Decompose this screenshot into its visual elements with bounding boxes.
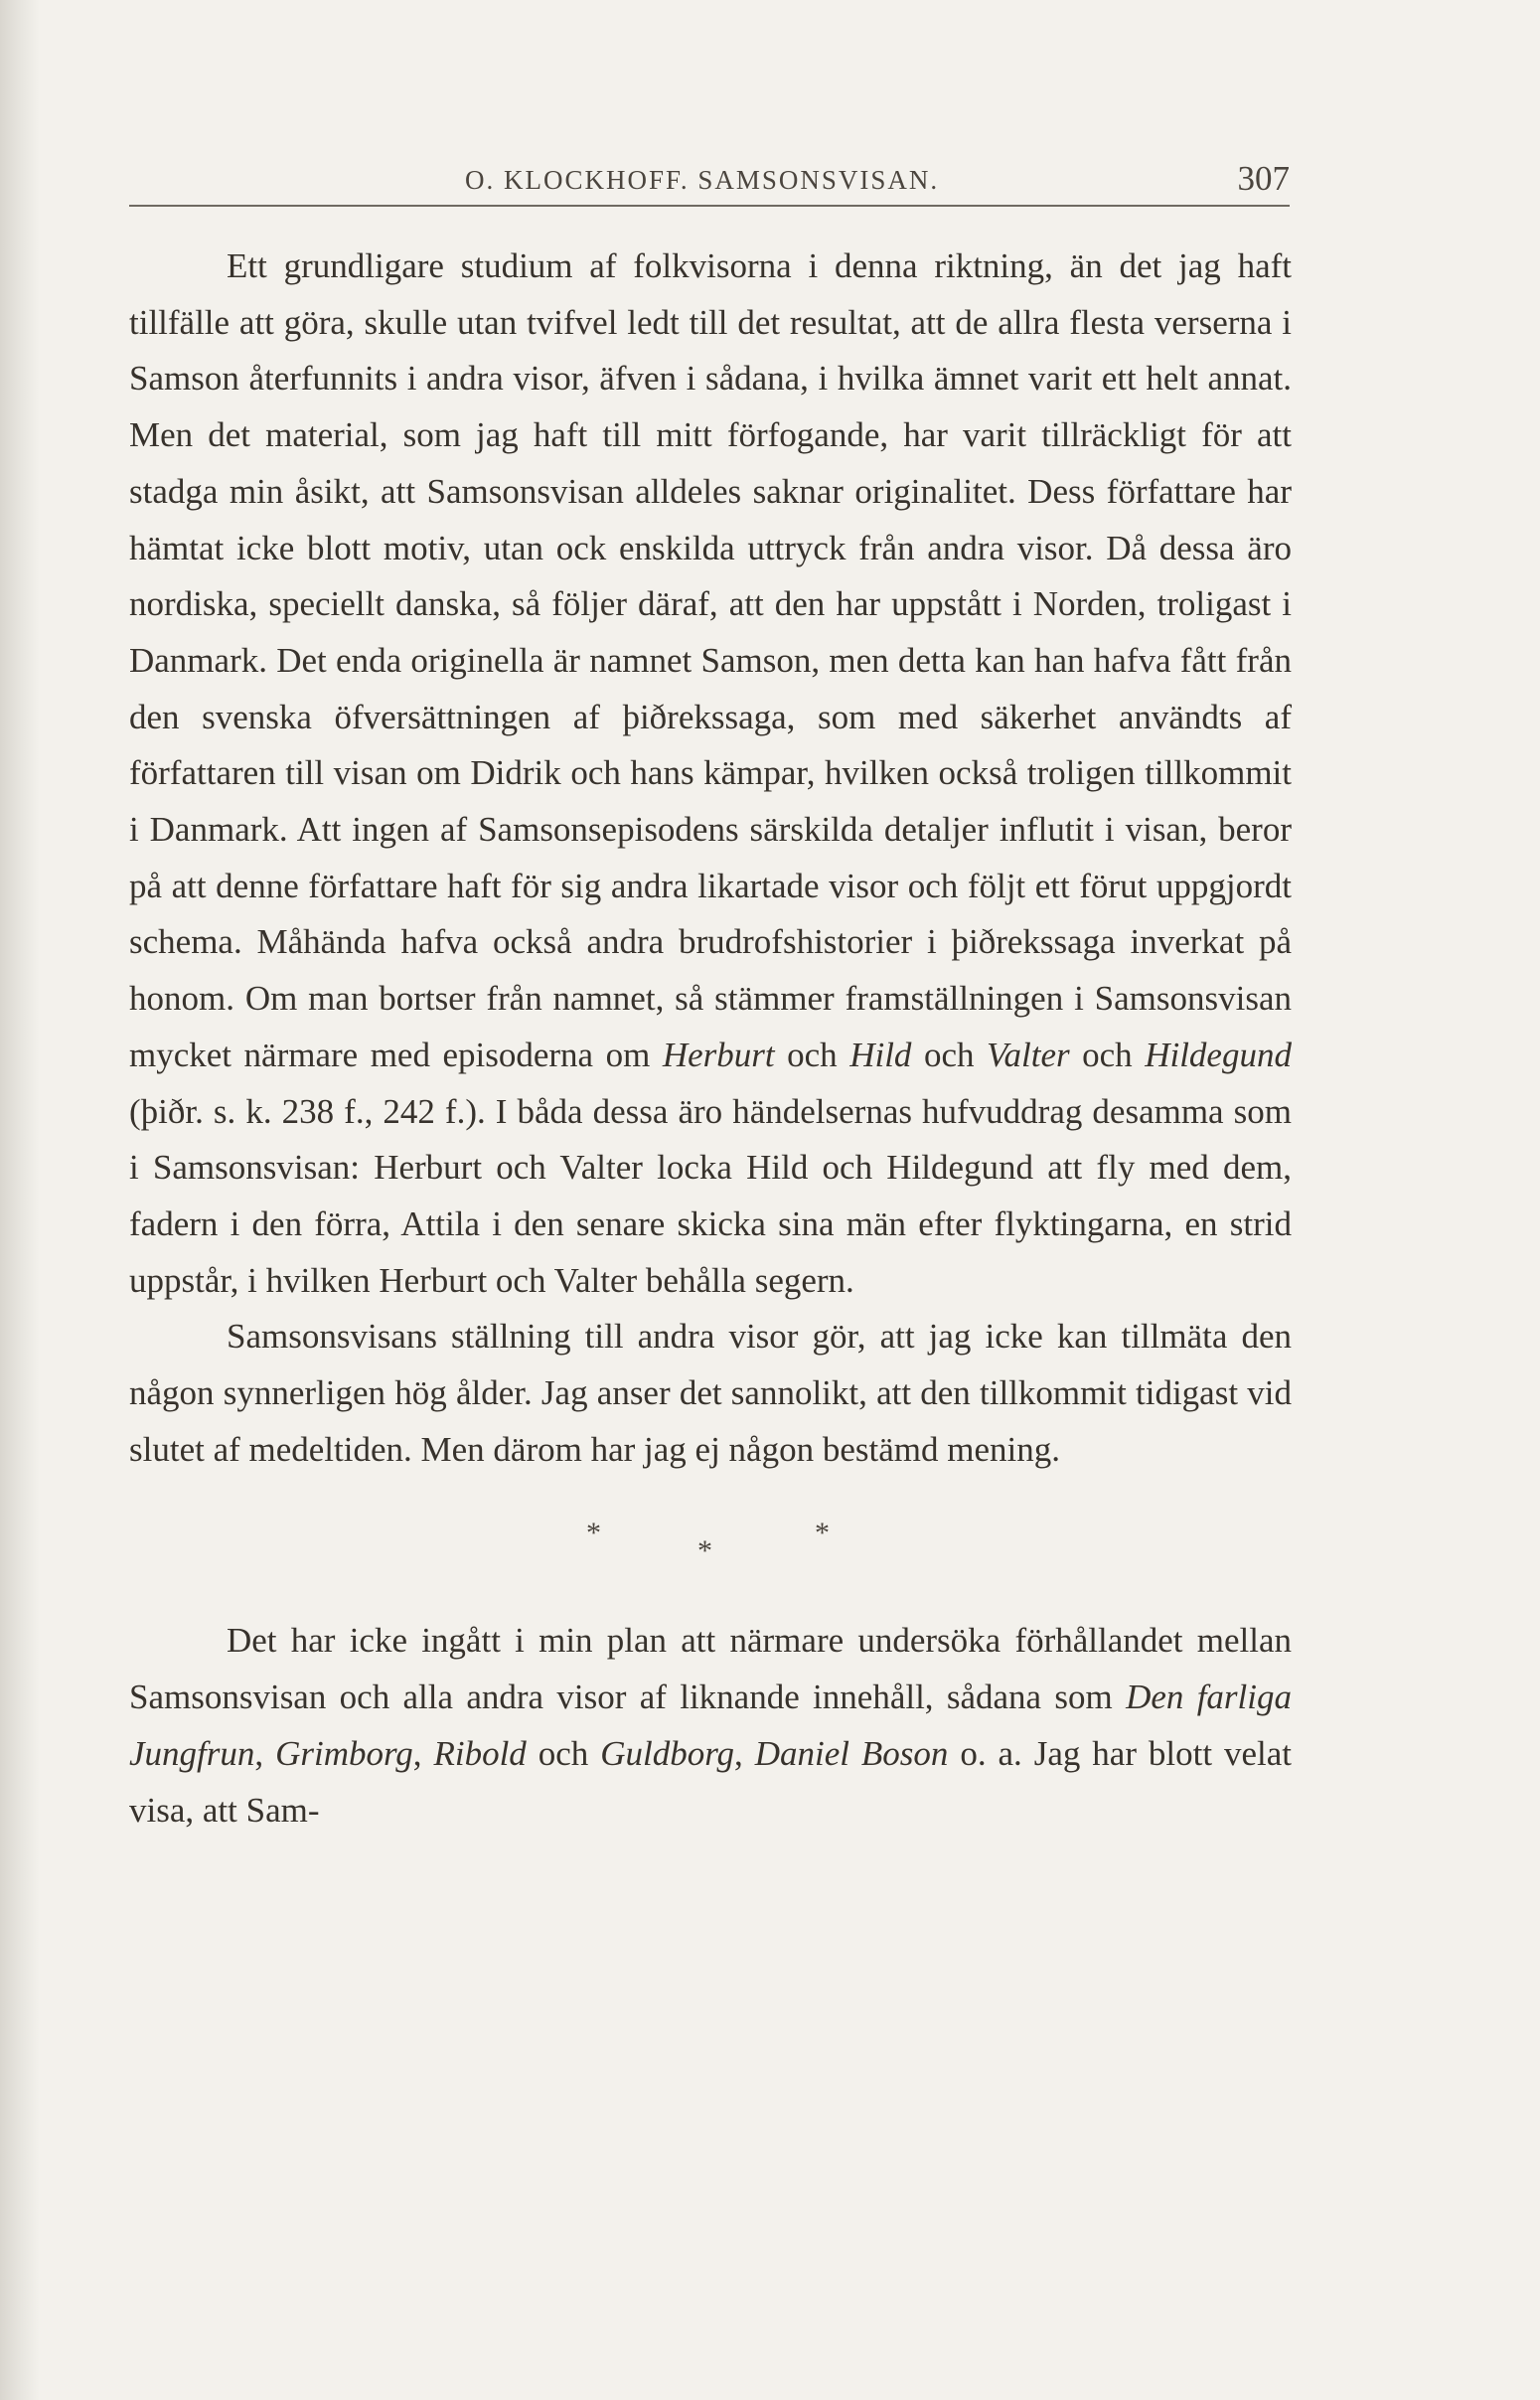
conjunction: och — [774, 1035, 850, 1074]
page-header — [129, 159, 1290, 207]
body-text — [129, 239, 1292, 1839]
asterisk: * — [697, 1534, 712, 1568]
paragraph-1 — [129, 239, 1292, 1309]
paragraph-3-text: Det har icke ingått i min plan att närmare undersöka förhållandet mellan Samsonsvisan och alla andra visor af liknande innehåll, sådana som — [129, 1621, 1292, 1717]
title-valter: Valter — [987, 1035, 1070, 1074]
title-daniel-boson: Daniel Boson — [754, 1733, 949, 1773]
title-den-farliga-jungfrun: Den farliga Jungfrun — [129, 1678, 1292, 1773]
title-guldborg: Guldborg — [600, 1733, 735, 1773]
title-hildegund: Hildegund — [1145, 1035, 1292, 1074]
header-rule — [129, 205, 1290, 207]
punctuation: , — [254, 1733, 276, 1773]
title-ribold: Ribold — [433, 1733, 527, 1773]
punctuation: , — [734, 1733, 755, 1773]
page-number: 307 — [1237, 159, 1290, 198]
conjunction: och — [526, 1733, 601, 1773]
title-grimborg: Grimborg — [275, 1733, 413, 1773]
title-herburt: Herburt — [662, 1035, 775, 1074]
title-hild: Hild — [849, 1035, 912, 1074]
asterisk: * — [815, 1517, 830, 1550]
punctuation: , — [412, 1733, 434, 1773]
paragraph-1-text: Ett grundligare studium af folkvisorna i denna riktning, än det jag haft tillfälle att göra, skulle utan tvifvel ledt till det resultat, att de allra flesta verserna i Samson återfunnits i andra visor, äfven i sådana, i hvilka ämnet varit ett helt annat. Men det material, som jag haft till mitt förfogande, har varit tillräckligt för att stadga min åsikt, att Samsonsvisan alldeles saknar originalitet. Dess författare har hämtat icke blott motiv, utan ock enskilda uttryck från andra visor. Då dessa äro nordiska, speciellt danska, så följer däraf, att den har uppstått i Norden, troligast i Danmark. Det enda originella är namnet Samson, men detta kan han hafva fått från den svenska öfversättningen af þiðrekssaga, som med säkerhet användts af författaren till visan om Didrik och hans kämpar, hvilken också troligen tillkommit i Danmark. Att ingen af Samsonsepisodens särskilda detaljer influtit i visan, beror på att denne författare haft för sig andra likartade visor och följt ett förut uppgjordt schema. Måhända hafva också andra brudrofshistorier i þiðrekssaga inverkat på honom. Om man bortser från namnet, så stämmer framställningen i Samsonsvisan mycket närmare med episoderna om — [129, 246, 1292, 1074]
section-separator — [129, 1478, 1292, 1613]
conjunction: och — [1069, 1035, 1146, 1074]
page-edge-shadow — [0, 0, 40, 2400]
paragraph-3 — [129, 1613, 1292, 1839]
paragraph-3-text-continued: o. a. Jag har blott velat visa, att Sam- — [129, 1733, 1293, 1830]
conjunction: och — [911, 1035, 988, 1074]
running-title: O. KLOCKHOFF. SAMSONSVISAN. — [465, 165, 940, 195]
asterisk: * — [586, 1517, 601, 1550]
paragraph-1-text-continued: (þiðr. s. k. 238 f., 242 f.). I båda dessa äro händelsernas hufvuddrag desamma som i Samsonsvisan: Herburt och Valter locka Hild och Hildegund att fly med dem, fadern i den förra, Attila i den senare skicka sina män efter flyktingarna, en strid uppstår, i hvilken Herburt och Valter behålla segern. — [129, 1091, 1292, 1300]
paragraph-2: Samsonsvisans ställning till andra visor gör, att jag icke kan tillmäta den någon synnerligen hög ålder. Jag anser det sannolikt, att den tillkommit tidigast vid slutet af medeltiden. Men därom har jag ej någon bestämd mening. — [129, 1317, 1292, 1469]
